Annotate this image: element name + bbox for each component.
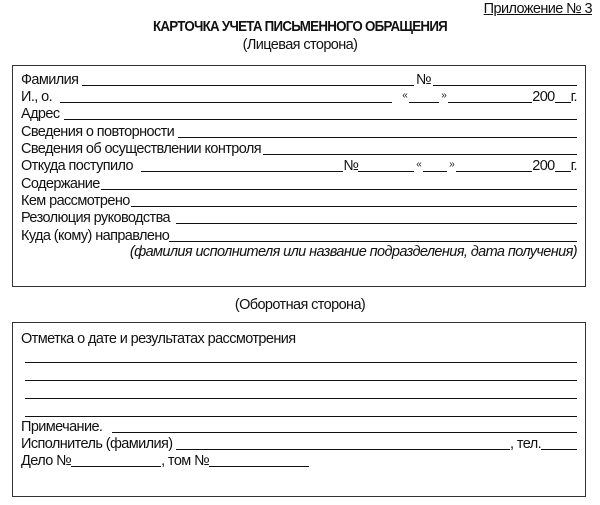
review-line-3 xyxy=(25,383,577,401)
initials-field[interactable] xyxy=(60,88,392,103)
note-row xyxy=(21,417,577,435)
year-prefix: 200 xyxy=(532,89,555,105)
sent-to-row xyxy=(21,226,577,244)
review-field-2[interactable] xyxy=(25,366,577,381)
review-mark-label: Отметка о дате и результатах рассмотрения xyxy=(21,331,296,347)
executor-label: Исполнитель (фамилия) xyxy=(21,436,173,452)
front-side-card xyxy=(12,65,586,287)
source-year-suffix: г. xyxy=(570,158,577,174)
content-row xyxy=(21,174,577,192)
control-label: Сведения об осуществлении контроля xyxy=(21,141,262,157)
back-side-card xyxy=(12,322,586,497)
phone-label: , тел. xyxy=(509,436,541,452)
reviewed-by-label: Кем рассмотрено xyxy=(21,193,130,209)
year-suffix: г. xyxy=(570,89,577,105)
number-field[interactable] xyxy=(433,71,577,86)
sent-to-field[interactable] xyxy=(169,227,577,242)
source-quote-close: » xyxy=(449,159,455,170)
review-field-3[interactable] xyxy=(25,384,577,399)
resolution-row xyxy=(21,208,577,226)
source-year-prefix: 200 xyxy=(532,158,555,174)
address-field[interactable] xyxy=(64,105,577,120)
executor-field[interactable] xyxy=(176,435,510,450)
volume-label: , том № xyxy=(161,453,210,469)
quote-open: « xyxy=(402,90,408,101)
repetition-field[interactable] xyxy=(178,123,577,138)
content-field[interactable] xyxy=(101,175,577,190)
source-day-field[interactable] xyxy=(423,157,447,172)
volume-field[interactable] xyxy=(209,452,309,467)
source-label: Откуда поступило xyxy=(21,158,134,174)
executor-row xyxy=(21,434,577,452)
note-label: Примечание. xyxy=(21,419,103,435)
sent-to-label: Куда (кому) направлено xyxy=(21,228,170,244)
quote-close: » xyxy=(441,90,447,101)
control-row xyxy=(21,139,577,157)
source-field[interactable] xyxy=(141,157,343,172)
address-row xyxy=(21,104,577,122)
review-field-4[interactable] xyxy=(25,402,577,417)
month-field[interactable] xyxy=(448,88,532,103)
review-line-2 xyxy=(25,365,577,383)
day-field[interactable] xyxy=(409,88,439,103)
appendix-label: Приложение № 3 xyxy=(483,1,592,17)
repetition-label: Сведения о повторности xyxy=(21,124,175,140)
surname-row xyxy=(21,70,577,88)
source-year-field[interactable] xyxy=(555,157,571,172)
resolution-label: Резолюция руководства xyxy=(21,210,170,226)
year-field[interactable] xyxy=(555,88,571,103)
source-number-field[interactable] xyxy=(358,157,414,172)
case-label: Дело № xyxy=(21,453,72,469)
document-title: КАРТОЧКА УЧЕТА ПИСЬМЕННОГО ОБРАЩЕНИЯ xyxy=(152,19,448,35)
initials-label: И., о. xyxy=(21,89,53,105)
source-row xyxy=(21,156,577,174)
note-field[interactable] xyxy=(112,418,577,433)
back-side-label: (Оборотная сторона) xyxy=(234,297,366,313)
address-label: Адрес xyxy=(21,106,60,122)
phone-field[interactable] xyxy=(541,435,577,450)
resolution-field[interactable] xyxy=(176,209,577,224)
initials-row xyxy=(21,87,577,105)
case-field[interactable] xyxy=(71,452,161,467)
reviewed-by-field[interactable] xyxy=(131,192,577,207)
reviewed-by-row xyxy=(21,191,577,209)
review-mark-row xyxy=(21,329,577,347)
surname-field[interactable] xyxy=(82,71,414,86)
review-field-1[interactable] xyxy=(25,348,577,363)
surname-label: Фамилия xyxy=(21,72,79,88)
control-field[interactable] xyxy=(263,140,577,155)
source-quote-open: « xyxy=(416,159,422,170)
source-number-label: № xyxy=(343,158,359,174)
content-label: Содержание xyxy=(21,176,100,192)
review-line-1 xyxy=(25,347,577,365)
case-row xyxy=(21,451,577,469)
sent-to-hint: (фамилия исполнителя или название подразделения, дата получения) xyxy=(129,244,577,260)
source-month-field[interactable] xyxy=(456,157,532,172)
front-side-label: (Лицевая сторона) xyxy=(242,37,358,53)
repetition-row xyxy=(21,122,577,140)
number-label: № xyxy=(416,72,431,88)
